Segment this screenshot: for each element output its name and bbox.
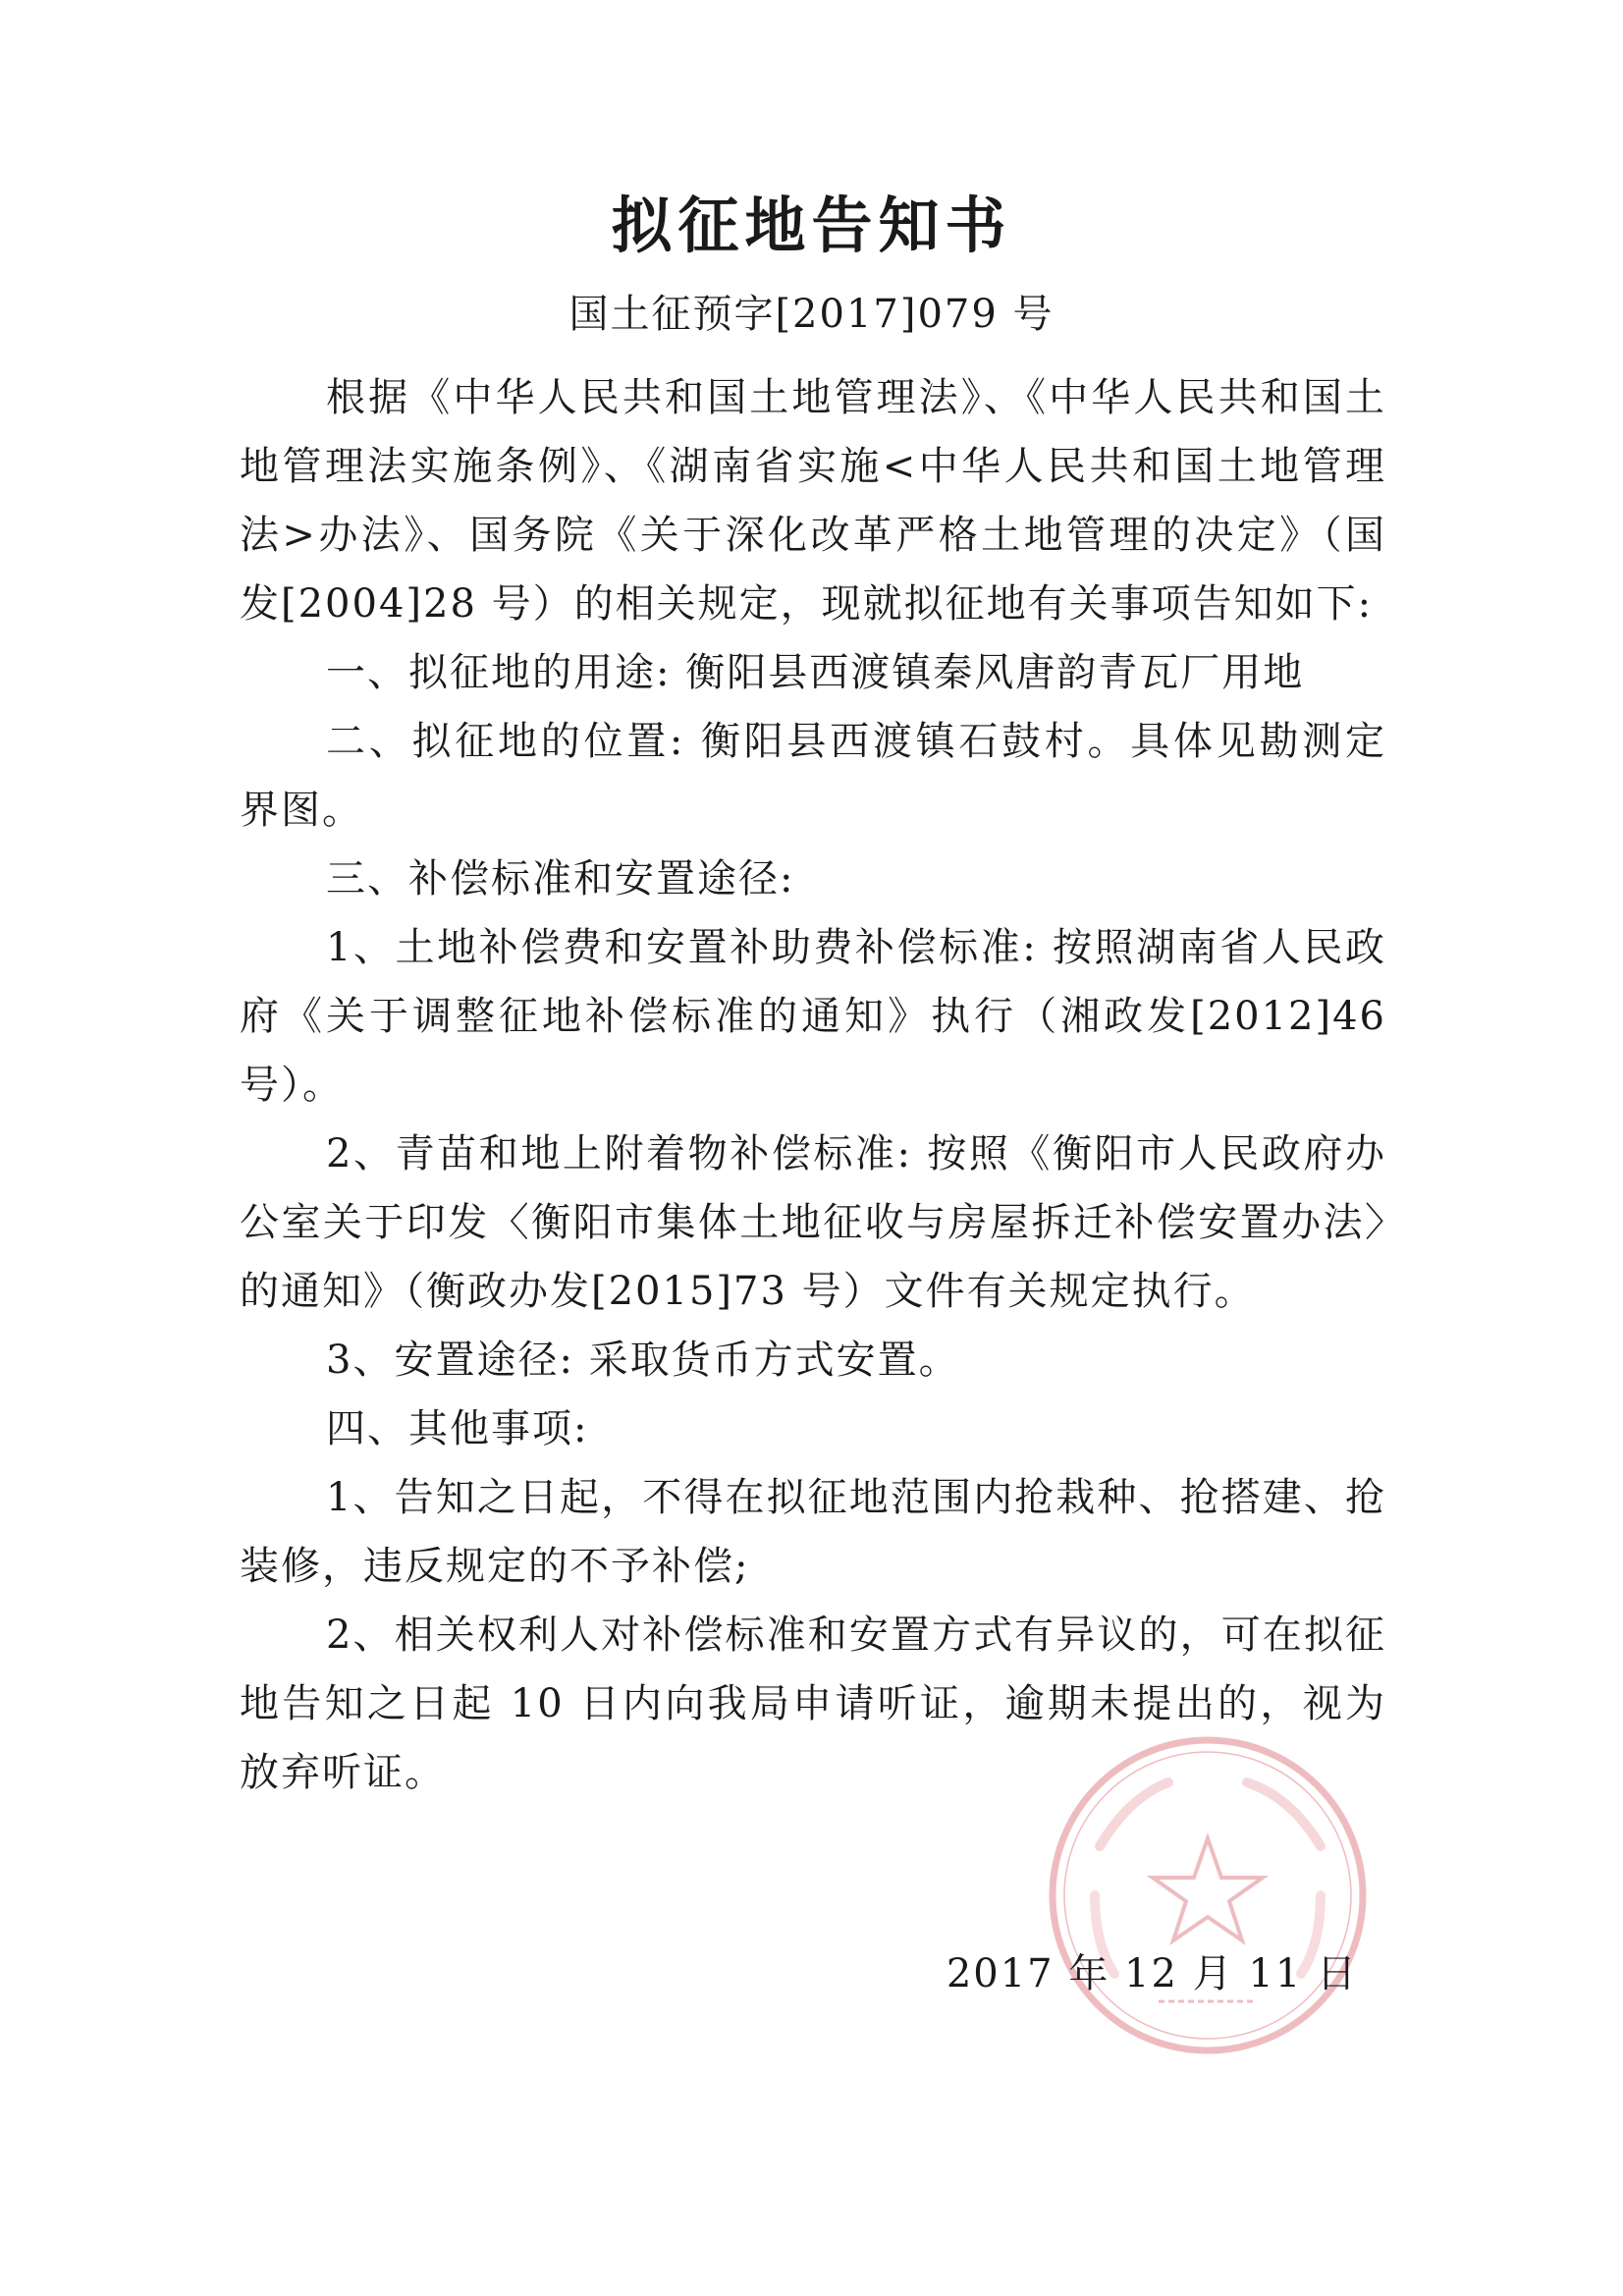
paragraph-preamble: 根据《中华人民共和国土地管理法》、《中华人民共和国土地管理法实施条例》、《湖南省实施<中华人民共和国土地管理法>办法》、国务院《关于深化改革严格土地管理的决定》（国发[2004]28 号）的相关规定，现就拟征地有关事项告知如下:: [240, 375, 1386, 627]
document-date: 2017 年 12 月 11 日: [946, 1951, 1358, 1996]
document-body: [240, 363, 1386, 1807]
paragraph-land-location: 二、拟征地的位置: 衡阳县西渡镇石鼓村。具体见勘测定界图。: [240, 719, 1386, 833]
document-number: 国土征预字[2017]079 号: [568, 292, 1055, 337]
paragraph-other-1: 1、告知之日起，不得在拟征地范围内抢栽种、抢搭建、抢装修，违反规定的不予补偿;: [240, 1475, 1386, 1589]
paragraph-other-heading: 四、其他事项:: [326, 1406, 589, 1451]
paragraph-compensation-1: 1、土地补偿费和安置补助费补偿标准: 按照湖南省人民政府《关于调整征地补偿标准的通知》执行（湘政发[2012]46 号）。: [240, 925, 1386, 1108]
official-seal-icon: [1041, 1728, 1375, 2062]
paragraph-other-2: 2、相关权利人对补偿标准和安置方式有异议的，可在拟征地告知之日起 10 日内向我局申请听证，逾期未提出的，视为放弃听证。: [240, 1613, 1386, 1795]
paragraph-compensation-3: 3、安置途径: 采取货币方式安置。: [326, 1338, 960, 1383]
paragraph-compensation-2: 2、青苗和地上附着物补偿标准: 按照《衡阳市人民政府办公室关于印发〈衡阳市集体土地征收与房屋拆迁补偿安置办法〉的通知》（衡政办发[2015]73 号）文件有关规定执行。: [240, 1131, 1386, 1314]
paragraph-land-use: 一、拟征地的用途: 衡阳县西渡镇秦风唐韵青瓦厂用地: [326, 650, 1305, 695]
paragraph-compensation-heading: 三、补偿标准和安置途径:: [326, 856, 795, 902]
document-title: 拟征地告知书: [611, 190, 1012, 261]
